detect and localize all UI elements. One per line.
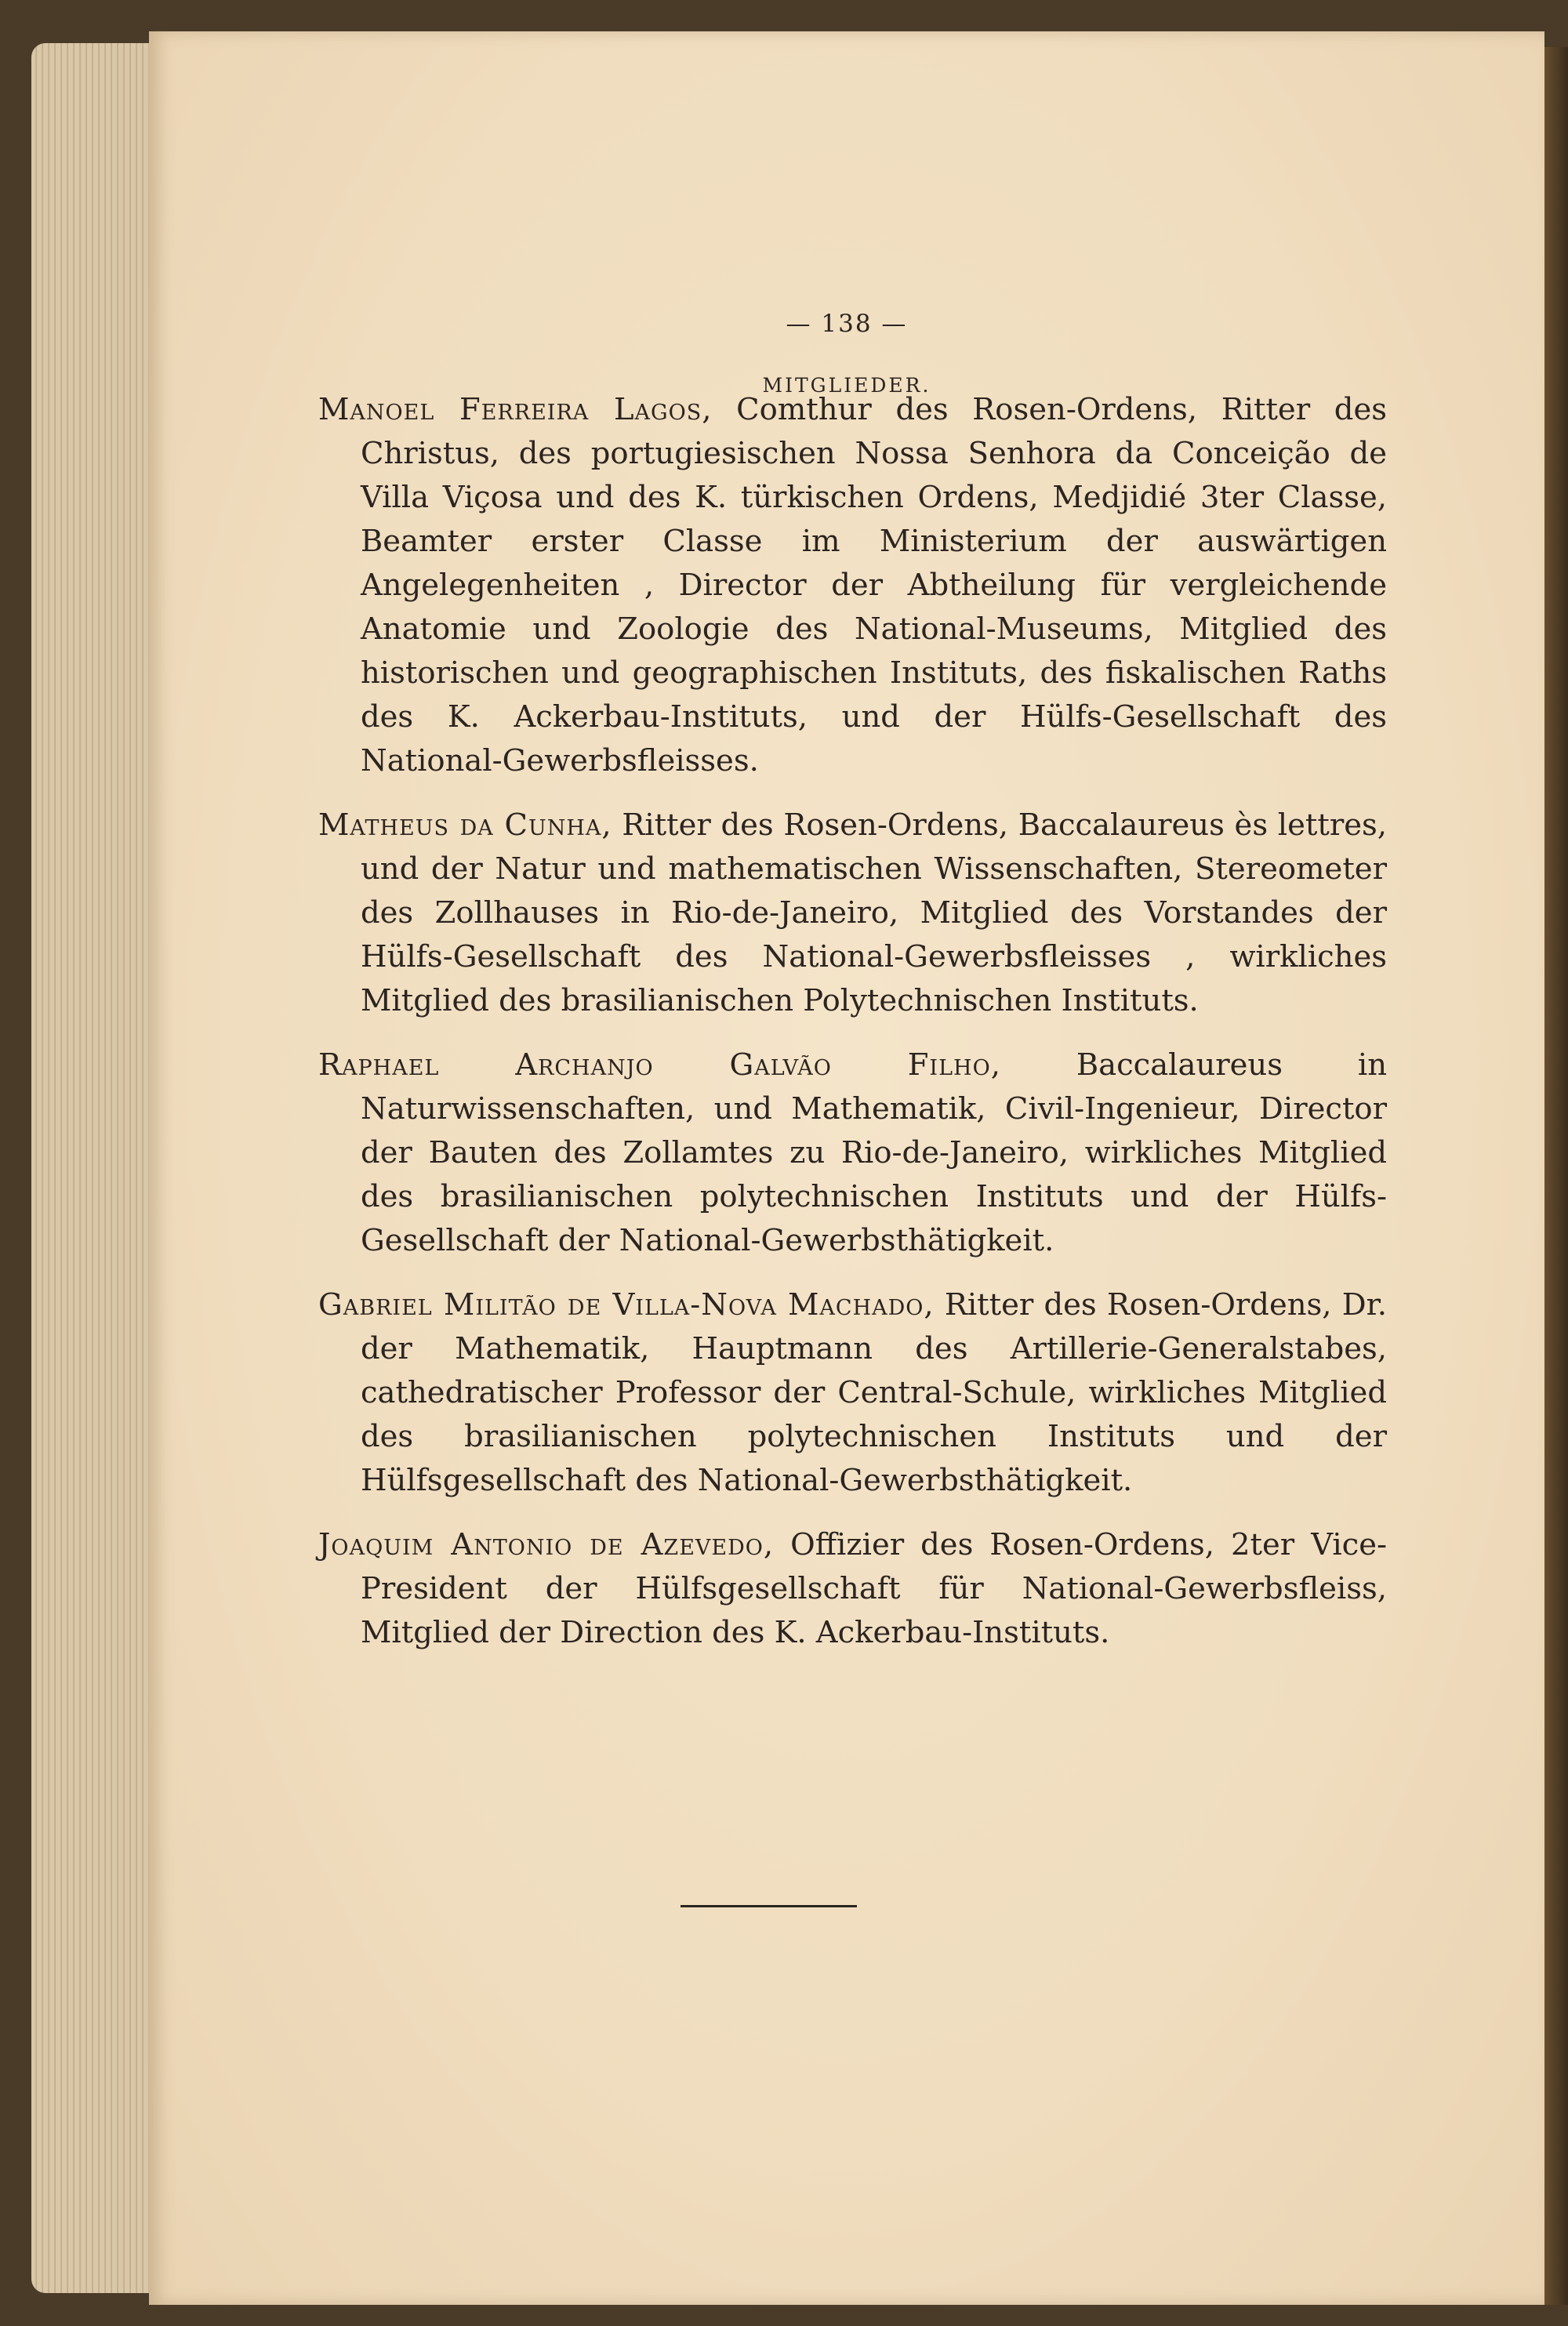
book-page-edges	[31, 43, 165, 2293]
book-cover-edge	[1543, 47, 1568, 2305]
member-entry	[318, 1283, 1387, 1503]
member-entry	[318, 388, 1387, 783]
member-entry	[318, 804, 1387, 1023]
member-name: Joaquim Antonio de Azevedo,	[318, 1527, 775, 1562]
member-description: Offizier des Rosen-Ordens, 2ter Vice-President der Hülfsgesellschaft für National-Gewerbsfleiss, Mitglied der Direction des K. Ackerbau-Instituts.	[361, 1527, 1387, 1650]
member-name: Gabriel Militão de Villa-Nova Machado,	[318, 1287, 935, 1323]
section-heading: MITGLIEDER.	[762, 374, 931, 397]
member-name: Matheus da Cunha,	[318, 807, 612, 843]
member-list	[318, 388, 1387, 1675]
member-description: Comthur des Rosen-Ordens, Ritter des Christus, des portugiesischen Nossa Senhora da Conceição de Villa Viçosa und des K. türkischen Ordens, Medjidié 3ter Classe, Beamter erster Classe im Ministerium der auswärtigen Angelegenheiten , Director der Abtheilung für vergleichende Anatomie und Zoologie des National-Museums, Mitglied des historischen und geographischen Instituts, des fiskalischen Raths des K. Ackerbau-Instituts, und der Hülfs-Gesellschaft des National-Gewerbsfleisses.	[361, 392, 1387, 778]
member-entry	[318, 1523, 1387, 1655]
member-description: Ritter des Rosen-Ordens, Baccalaureus ès lettres, und der Natur und mathematischen Wissenschaften, Stereometer des Zollhauses in Rio-de-Janeiro, Mitglied des Vorstandes der Hülfs-Gesellschaft des National-Gewerbsfleisses , wirkliches Mitglied des brasilianischen Polytechnischen Instituts.	[361, 807, 1388, 1018]
member-name: Raphael Archanjo Galvão Filho,	[318, 1047, 1001, 1083]
closing-rule	[681, 1905, 857, 1907]
member-entry	[318, 1043, 1387, 1263]
page-number: — 138 —	[786, 310, 908, 338]
member-description: Ritter des Rosen-Ordens, Dr. der Mathematik, Hauptmann des Artillerie-Generalstabes, cathedratischer Professor der Central-Schule, wirkliches Mitglied des brasilianischen polytechnischen Instituts und der Hülfsgesellschaft des National-Gewerbsthätigkeit.	[361, 1287, 1387, 1498]
member-name: Manoel Ferreira Lagos,	[318, 392, 713, 427]
member-description: Baccalaureus in Naturwissenschaften, und Mathematik, Civil-Ingenieur, Director der Bauten des Zollamtes zu Rio-de-Janeiro, wirkliches Mitglied des brasilianischen polytechnischen Instituts und der Hülfs-Gesellschaft der National-Gewerbsthätigkeit.	[361, 1047, 1387, 1258]
